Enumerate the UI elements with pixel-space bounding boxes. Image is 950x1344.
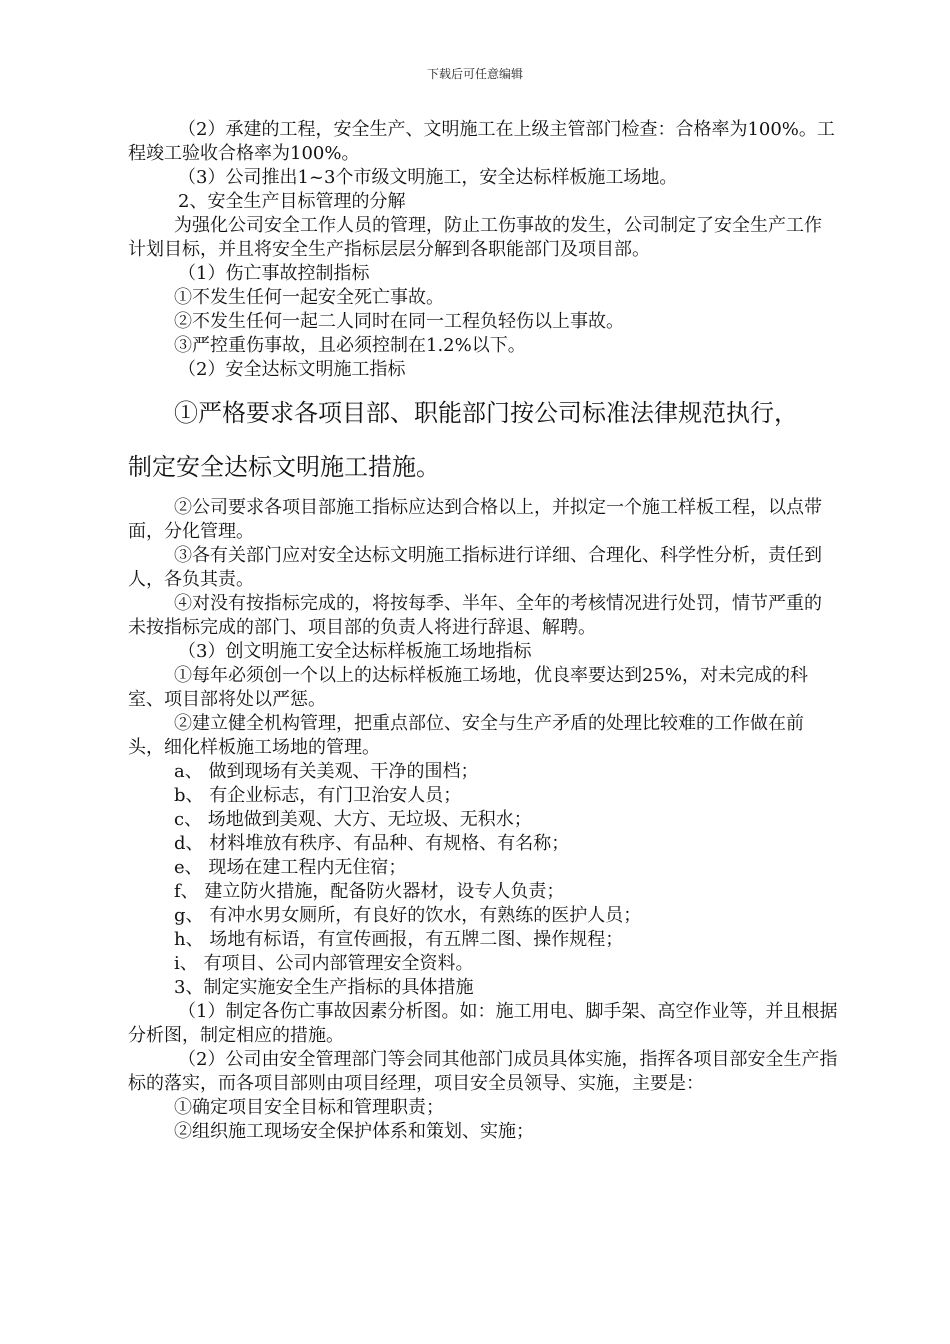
subsection-heading: （2）安全达标文明施工指标: [178, 359, 406, 380]
page-header: 下载后可任意编辑: [426, 67, 523, 81]
list-item: ②建立健全机构管理，把重点部位、安全与生产矛盾的处理比较难的工作做在前头，细化样板施工场地的管理。: [128, 713, 804, 758]
list-item: ③严控重伤事故，且必须控制在1.2%以下。: [174, 335, 526, 356]
subsection-heading: （3）创文明施工安全达标样板施工场地指标: [178, 641, 532, 662]
subsection-heading: （1）伤亡事故控制指标: [178, 263, 370, 284]
list-item: e、 现场在建工程内无住宿；: [174, 857, 407, 878]
paragraph: （3）公司推出1~3个市级文明施工，安全达标样板施工场地。: [178, 167, 678, 188]
list-item: h、 场地有标语，有宣传画报，有五牌二图、操作规程；: [174, 929, 624, 950]
list-item: f、 建立防火措施，配备防火器材，设专人负责；: [174, 881, 565, 902]
list-item: ②公司要求各项目部施工指标应达到合格以上，并拟定一个施工样板工程，以点带面，分化管理。: [128, 497, 822, 542]
list-item: b、 有企业标志，有门卫治安人员；: [174, 785, 462, 806]
list-item: ②不发生任何一起二人同时在同一工程负轻伤以上事故。: [174, 311, 624, 332]
list-item: a、 做到现场有关美观、干净的围档；: [174, 761, 479, 782]
paragraph: 为强化公司安全工作人员的管理，防止工伤事故的发生，公司制定了安全生产工作计划目标，并且将安全生产指标层层分解到各职能部门及项目部。: [128, 215, 822, 260]
list-item: ④对没有按指标完成的，将按每季、半年、全年的考核情况进行处罚，情节严重的未按指标完成的部门、项目部的负责人将进行辞退、解聘。: [128, 593, 822, 638]
section-heading: 3、制定实施安全生产指标的具体措施: [174, 977, 474, 998]
paragraph: （2）承建的工程，安全生产、文明施工在上级主管部门检查：合格率为100%。工程竣工验收合格率为100%。: [128, 119, 835, 164]
list-item: ①不发生任何一起安全死亡事故。: [174, 287, 444, 308]
list-item: i、 有项目、公司内部管理安全资料。: [174, 953, 474, 974]
list-item: ①每年必须创一个以上的达标样板施工场地，优良率要达到25%，对未完成的科室、项目部将处以严惩。: [128, 665, 809, 710]
list-item: c、 场地做到美观、大方、无垃圾、无积水；: [174, 809, 532, 830]
list-item: ②组织施工现场安全保护体系和策划、实施；: [174, 1121, 534, 1142]
list-item: d、 材料堆放有秩序、有品种、有规格、有名称；: [174, 833, 570, 854]
paragraph-large: 制定安全达标文明施工措施。: [128, 453, 440, 481]
list-item: ①确定项目安全目标和管理职责；: [174, 1097, 444, 1118]
document-body: [128, 118, 838, 1144]
list-item-large: ①严格要求各项目部、职能部门按公司标准法律规范执行，: [174, 399, 798, 427]
paragraph: （2）公司由安全管理部门等会同其他部门成员具体实施，指挥各项目部安全生产指标的落实，而各项目部则由项目经理，项目安全员领导、实施，主要是：: [128, 1049, 838, 1094]
list-item: g、 有冲水男女厕所，有良好的饮水，有熟练的医护人员；: [174, 905, 642, 926]
section-heading: 2、安全生产目标管理的分解: [178, 191, 406, 212]
list-item: ③各有关部门应对安全达标文明施工指标进行详细、合理化、科学性分析，责任到人，各负其责。: [128, 545, 822, 590]
paragraph: （1）制定各伤亡事故因素分析图。如：施工用电、脚手架、高空作业等，并且根据分析图，制定相应的措施。: [128, 1001, 838, 1046]
